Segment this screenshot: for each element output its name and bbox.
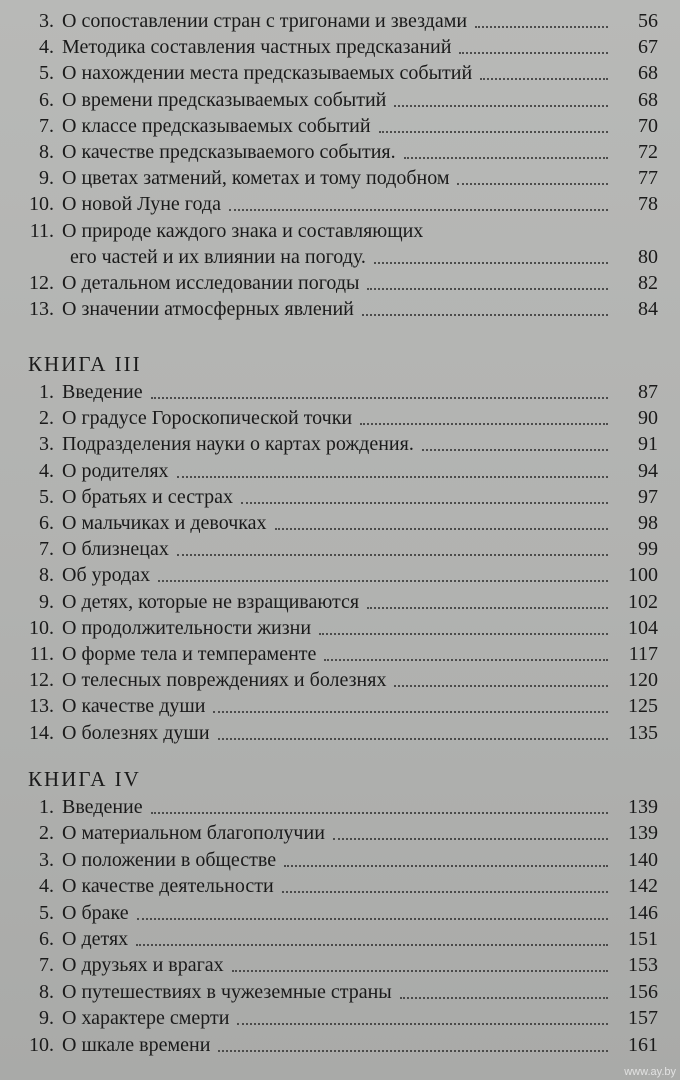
toc-entry-page: 91 (638, 433, 658, 456)
toc-entry-title: Подразделения науки о картах рождения. (62, 433, 414, 456)
toc-entry-number: 8. (39, 564, 54, 587)
dot-leader (218, 737, 608, 740)
toc-entry-page: 146 (628, 901, 658, 924)
toc-entry-title: О родителях (62, 459, 169, 482)
toc-entry (0, 268, 658, 294)
toc-entry (0, 950, 658, 976)
dot-leader (177, 553, 608, 556)
toc-entry-title: О мальчиках и девочках (62, 512, 267, 534)
toc-entry-page: 100 (628, 564, 658, 587)
toc-entry-title: О материальном благополучии (62, 822, 325, 845)
toc-entry (0, 429, 658, 455)
toc-entry-page: 56 (638, 10, 658, 32)
toc-entry-number: 11. (29, 219, 54, 242)
toc-entry (0, 924, 658, 950)
toc-entry-title: О детях, которые не взращиваются (62, 590, 360, 613)
dot-leader (475, 25, 608, 28)
toc-entry-title: О качестве деятельности (62, 875, 274, 898)
dot-leader (394, 684, 608, 687)
toc-entry-page: 78 (638, 193, 658, 216)
toc-entry-number: 6. (39, 88, 54, 111)
toc-entry-number: 10. (29, 616, 54, 639)
dot-leader (241, 501, 608, 504)
dot-leader (333, 837, 608, 840)
toc-entry (0, 613, 658, 639)
toc-entry-number: 3. (39, 10, 54, 32)
toc-entry-title: О времени предсказываемых событий (62, 88, 387, 111)
toc-entry-page: 72 (638, 141, 658, 163)
toc-entry (0, 587, 658, 613)
toc-entry (0, 189, 658, 215)
dot-leader (404, 156, 608, 159)
dot-leader (374, 261, 608, 264)
dot-leader (319, 632, 608, 635)
dot-leader (213, 710, 608, 713)
toc-entry-number: 5. (39, 62, 54, 85)
toc-entry-number: 5. (39, 901, 54, 924)
toc-entry-page: 139 (628, 796, 658, 818)
toc-entry-number: 4. (39, 459, 54, 482)
toc-entry-number: 6. (39, 928, 54, 950)
toc-entry (0, 977, 658, 1003)
toc-entry-page: 99 (638, 538, 658, 561)
toc-entry-number: 9. (39, 167, 54, 190)
toc-entry (0, 111, 658, 137)
toc-entry-number: 12. (29, 272, 54, 294)
dot-leader (379, 130, 608, 133)
toc-entry-title: О значении атмосферных явлений (62, 298, 354, 321)
toc-entry-page: 125 (628, 695, 658, 718)
section-heading-book4: КНИГА IV (28, 767, 141, 791)
toc-entry-page: 120 (628, 669, 658, 692)
toc-entry (0, 403, 658, 429)
dot-leader (360, 422, 608, 425)
toc-entry (0, 482, 658, 508)
toc-entry (0, 665, 658, 691)
toc-entry-number: 7. (39, 114, 54, 137)
toc-entry-number: 14. (29, 721, 54, 744)
toc-entry (0, 898, 658, 924)
dot-leader (324, 658, 608, 661)
toc-entry-title: Введение (62, 796, 143, 818)
toc-entry-page: 156 (628, 980, 658, 1003)
toc-entry-number: 9. (39, 1007, 54, 1030)
toc-entry (0, 58, 658, 84)
toc-entry-title: О путешествиях в чужеземные страны (62, 980, 392, 1003)
toc-entry-number: 8. (39, 980, 54, 1003)
dot-leader (394, 104, 608, 107)
toc-entry-title: О цветах затмений, кометах и тому подобном (62, 167, 450, 190)
toc-entry-page: 80 (638, 245, 658, 268)
toc-entry-page: 135 (628, 721, 658, 744)
dot-leader (284, 864, 608, 867)
dot-leader (367, 606, 608, 609)
dot-leader (282, 890, 608, 893)
toc-entry-number: 3. (39, 433, 54, 456)
toc-entry-title: О детях (62, 928, 129, 950)
dot-leader (232, 969, 608, 972)
toc-entry-title: О природе каждого знака и составляющих (62, 219, 424, 242)
toc-entry (0, 639, 658, 665)
toc-entry (0, 32, 658, 58)
toc-entry-title: О классе предсказываемых событий (62, 114, 371, 137)
toc-entry-page: 94 (638, 459, 658, 482)
toc-entry-number: 7. (39, 954, 54, 977)
toc-entry (0, 163, 658, 189)
toc-entry-page: 82 (638, 272, 658, 294)
toc-entry-number: 10. (29, 1033, 54, 1056)
toc-entry-title: О градусе Гороскопической точки (62, 407, 353, 430)
toc-entry-page: 117 (628, 643, 658, 665)
dot-leader (151, 811, 608, 814)
toc-entry-page: 68 (638, 62, 658, 85)
toc-entry-title: О новой Луне года (62, 193, 221, 216)
toc-entry-title: О браке (62, 901, 129, 924)
toc-entry-number: 1. (39, 381, 54, 403)
toc-entry (0, 6, 658, 32)
toc-entry-number: 4. (39, 875, 54, 898)
toc-entry-page: 153 (628, 954, 658, 977)
toc-entry-number: 8. (39, 141, 54, 163)
toc-entry-number: 2. (39, 407, 54, 430)
toc-entry-title: О качестве предсказываемого события. (62, 141, 396, 163)
toc-entry (0, 508, 658, 534)
toc-entry (0, 871, 658, 897)
section-heading-book3: КНИГА III (28, 352, 142, 376)
toc-entry-title: Введение (62, 381, 143, 403)
toc-entry (0, 1030, 658, 1056)
toc-entry-number: 11. (29, 643, 54, 665)
toc-entry-page: 142 (628, 875, 658, 898)
toc-entry-title: О сопоставлении стран с тригонами и звездами (62, 10, 468, 32)
toc-entry (0, 137, 658, 163)
toc-entry-number: 2. (39, 822, 54, 845)
toc-entry-number: 7. (39, 538, 54, 561)
toc-entry-title: О качестве души (62, 695, 206, 718)
toc-entry (0, 1003, 658, 1029)
toc-entry (0, 718, 658, 744)
toc-entry-title: Об уродах (62, 564, 151, 587)
watermark: www.ay.by (624, 1066, 676, 1078)
toc-entry (0, 534, 658, 560)
toc-entry-title: О братьях и сестрах (62, 485, 233, 508)
toc-entry-page: 139 (628, 822, 658, 845)
toc-entry-page: 77 (638, 167, 658, 190)
toc-entry-page: 67 (638, 36, 658, 59)
dot-leader (459, 51, 608, 54)
toc-entry-number: 6. (39, 512, 54, 534)
toc-entry-page: 90 (638, 407, 658, 430)
toc-entry (0, 377, 658, 403)
dot-leader (400, 996, 608, 999)
toc-entry-title: О детальном исследовании погоды (62, 272, 360, 294)
toc-entry-number: 10. (29, 193, 54, 216)
toc-entry (0, 818, 658, 844)
toc-entry-page: 102 (628, 590, 658, 613)
toc-entry-page: 161 (628, 1033, 658, 1056)
dot-leader (422, 448, 608, 451)
toc-entry-page: 87 (638, 381, 658, 403)
dot-leader (237, 1022, 608, 1025)
toc-entry-page: 70 (638, 114, 658, 137)
dot-leader (158, 579, 608, 582)
toc-entry-continuation (0, 242, 658, 268)
dot-leader (367, 287, 608, 290)
dot-leader (275, 527, 608, 530)
toc-entry (0, 792, 658, 818)
dot-leader (218, 1049, 608, 1052)
toc-entry-number: 9. (39, 590, 54, 613)
toc-entry (0, 85, 658, 111)
toc-entry (0, 845, 658, 871)
dot-leader (480, 77, 608, 80)
toc-entry-title: О шкале времени (62, 1033, 211, 1056)
toc-entry-page: 98 (638, 512, 658, 534)
toc-entry (0, 456, 658, 482)
toc-entry (0, 294, 658, 320)
dot-leader (229, 208, 608, 211)
toc-entry-page: 84 (638, 298, 658, 321)
toc-entry-number: 13. (29, 298, 54, 321)
dot-leader (136, 943, 608, 946)
toc-entry-number: 1. (39, 796, 54, 818)
toc-entry-page: 140 (628, 848, 658, 871)
toc-entry-title: О продолжительности жизни (62, 616, 312, 639)
toc-entry-title-continued: его частей и их влиянии на погоду. (70, 245, 366, 268)
toc-entry (0, 216, 658, 242)
toc-entry-page: 157 (628, 1007, 658, 1030)
toc-entry-title: О болезнях души (62, 721, 210, 744)
toc-entry-title: О положении в обществе (62, 848, 277, 871)
toc-entry-page: 151 (628, 928, 658, 950)
toc-entry-page: 68 (638, 88, 658, 111)
toc-entry-number: 5. (39, 485, 54, 508)
dot-leader (151, 396, 608, 399)
dot-leader (137, 917, 608, 920)
toc-entry-title: О телесных повреждениях и болезнях (62, 669, 387, 692)
toc-entry-page: 97 (638, 485, 658, 508)
toc-entry-title: О друзьях и врагах (62, 954, 224, 977)
toc-entry-number: 3. (39, 848, 54, 871)
toc-entry-number: 4. (39, 36, 54, 59)
dot-leader (362, 313, 608, 316)
toc-entry (0, 691, 658, 717)
toc-entry-title: О близнецах (62, 538, 169, 561)
toc-entry-page: 104 (628, 616, 658, 639)
toc-entry-title: О характере смерти (62, 1007, 230, 1030)
toc-entry-title: О нахождении места предсказываемых событий (62, 62, 473, 85)
dot-leader (177, 475, 608, 478)
toc-entry-title: Методика составления частных предсказаний (62, 36, 452, 59)
toc-entry-title: О форме тела и темпераменте (62, 643, 317, 665)
toc-entry-number: 12. (29, 669, 54, 692)
toc-entry (0, 560, 658, 586)
toc-entry-number: 13. (29, 695, 54, 718)
dot-leader (457, 182, 608, 185)
